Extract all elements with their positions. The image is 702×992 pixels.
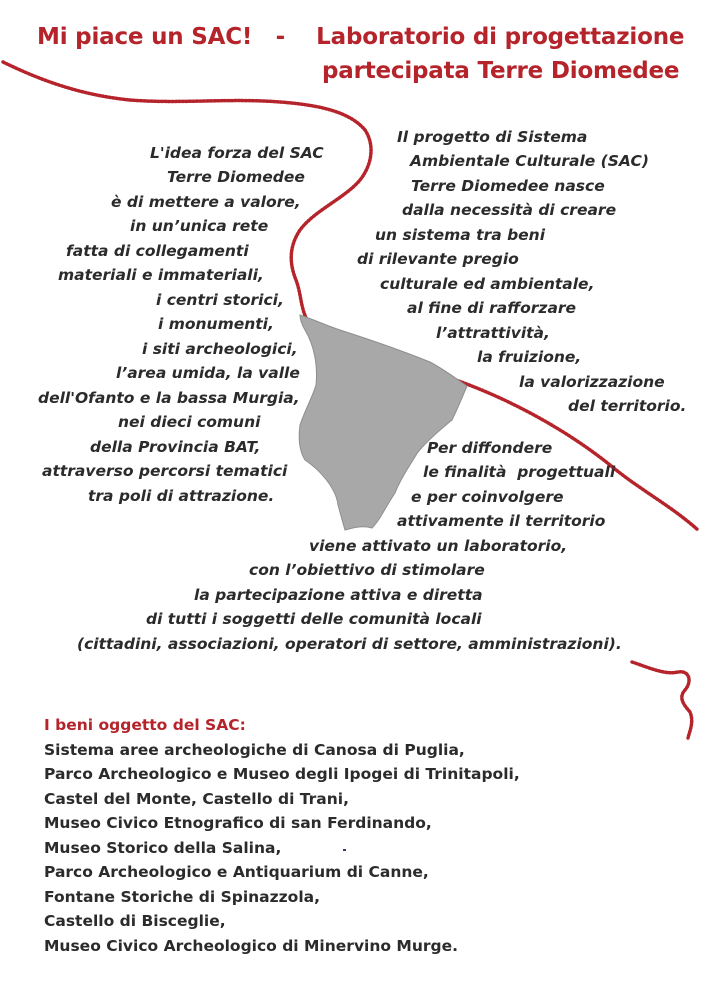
bottom-text-line: con l’obiettivo di stimolare xyxy=(249,561,485,579)
goods-list-item: Parco Archeologico e Antiquarium di Canne, xyxy=(44,863,429,881)
left-text-line: nei dieci comuni xyxy=(118,413,261,431)
left-text-line: in un’unica rete xyxy=(130,217,269,235)
right-text-line: un sistema tra beni xyxy=(375,226,546,244)
right-text-line: Ambientale Culturale (SAC) xyxy=(410,152,649,170)
stray-dot xyxy=(343,849,346,851)
goods-list-item: Castel del Monte, Castello di Trani, xyxy=(44,790,349,808)
page-title-line-2: partecipata Terre Diomedee xyxy=(322,58,680,84)
left-text-line: dell'Ofanto e la bassa Murgia, xyxy=(38,389,300,407)
goods-list-item: Fontane Storiche di Spinazzola, xyxy=(44,888,320,906)
left-text-line: tra poli di attrazione. xyxy=(88,487,275,505)
left-text-line: materiali e immateriali, xyxy=(58,266,264,284)
bottom-text-line: di tutti i soggetti delle comunità locali xyxy=(146,610,482,628)
goods-heading: I beni oggetto del SAC: xyxy=(44,716,246,734)
left-text-line: i siti archeologici, xyxy=(142,340,298,358)
right-text-line: Terre Diomedee nasce xyxy=(411,177,605,195)
left-text-line: fatta di collegamenti xyxy=(66,242,249,260)
bottom-text-line: le finalità progettuali xyxy=(423,463,616,481)
left-text-line: attraverso percorsi tematici xyxy=(42,462,288,480)
right-text-line: del territorio. xyxy=(568,397,687,415)
right-text-line: dalla necessità di creare xyxy=(402,201,617,219)
bottom-text-line: attivamente il territorio xyxy=(397,512,606,530)
left-text-line: della Provincia BAT, xyxy=(90,438,261,456)
bottom-text-line: viene attivato un laboratorio, xyxy=(309,537,568,555)
right-text-line: culturale ed ambientale, xyxy=(380,275,595,293)
goods-list-item: Parco Archeologico e Museo degli Ipogei di Trinitapoli, xyxy=(44,765,520,783)
left-text-line: L'idea forza del SAC xyxy=(150,144,324,162)
right-text-line: la fruizione, xyxy=(477,348,582,366)
goods-list-item: Museo Storico della Salina, xyxy=(44,839,282,857)
right-text-line: l’attrattività, xyxy=(436,324,550,342)
goods-list-item: Museo Civico Archeologico di Minervino Murge. xyxy=(44,937,459,955)
left-text-line: è di mettere a valore, xyxy=(111,193,301,211)
goods-list-item: Castello di Bisceglie, xyxy=(44,912,226,930)
left-text-line: l’area umida, la valle xyxy=(116,364,300,382)
left-text-line: Terre Diomedee xyxy=(167,168,305,186)
right-text-line: la valorizzazione xyxy=(519,373,665,391)
coast-line xyxy=(632,662,692,738)
right-text-line: Il progetto di Sistema xyxy=(397,128,588,146)
bottom-text-line: (cittadini, associazioni, operatori di settore, amministrazioni). xyxy=(77,635,622,653)
page-title-line-1: Mi piace un SAC! - Laboratorio di progettazione xyxy=(37,24,685,50)
bottom-text-line: e per coinvolgere xyxy=(411,488,564,506)
left-text-line: i centri storici, xyxy=(156,291,284,309)
goods-list-item: Museo Civico Etnografico di san Ferdinando, xyxy=(44,814,432,832)
left-text-line: i monumenti, xyxy=(158,315,274,333)
goods-list-item: Sistema aree archeologiche di Canosa di Puglia, xyxy=(44,741,465,759)
bottom-text-line: Per diffondere xyxy=(427,439,553,457)
right-text-line: di rilevante pregio xyxy=(357,250,519,268)
bottom-text-line: la partecipazione attiva e diretta xyxy=(194,586,483,604)
right-text-line: al fine di rafforzare xyxy=(407,299,577,317)
